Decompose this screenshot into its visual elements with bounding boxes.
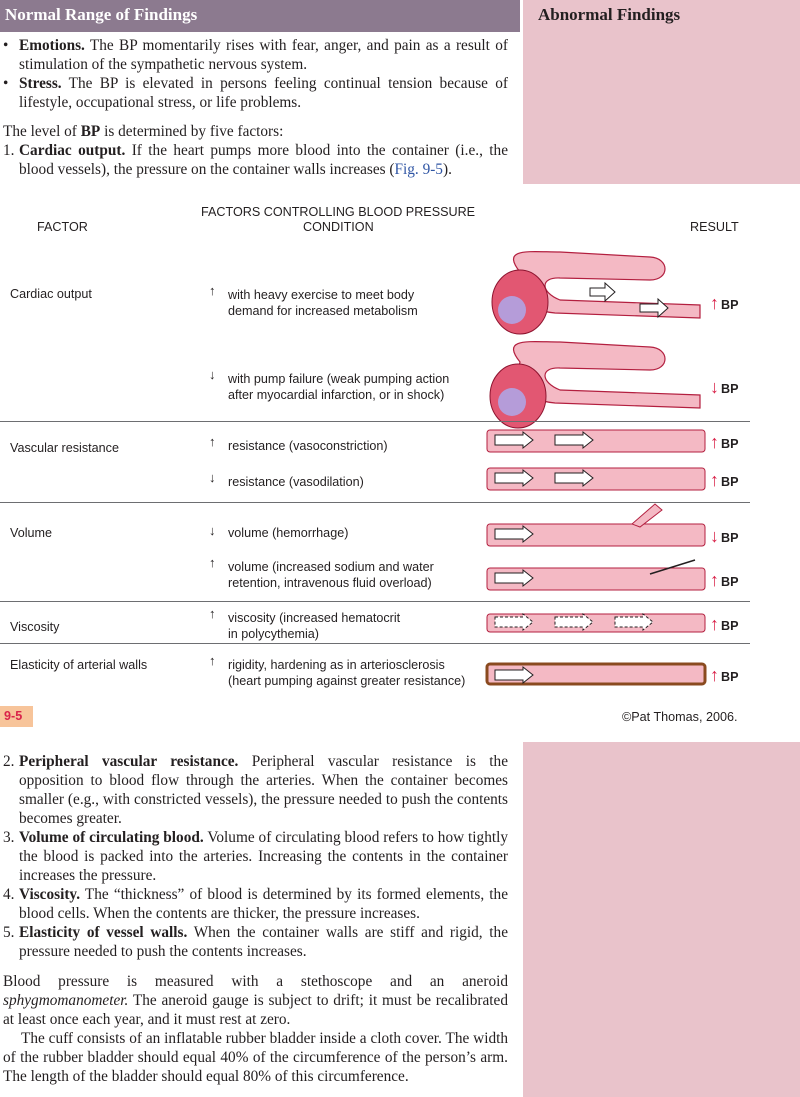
result-bp-down: ↓ BP [710,377,739,397]
down-arrow-icon: ↓ [209,470,216,485]
up-arrow-icon: ↑ [209,555,216,570]
up-arrow-icon: ↑ [209,283,216,298]
condition-fluid-overload: volume (increased sodium and water retention, intravenous fluid overload) [228,560,434,590]
col-header-result: RESULT [690,220,739,234]
abnormal-findings-title: Abnormal Findings [538,5,681,24]
col-header-condition: CONDITION [303,220,374,234]
factor-2-peripheral-resistance: 2. Peripheral vascular resistance. Peripheral vascular resistance is the opposition to blood flow through the arteries. When the container becomes smaller (e.g., with constricted vessels), the pressure needed to push the contents becomes greater. [3,753,508,827]
vessel-fluid-overload [487,560,705,590]
down-arrow-icon: ↓ [209,367,216,382]
heart-vessel-pump-failure [490,342,700,428]
factor-vascular-resistance: Vascular resistance [10,441,119,455]
condition-heavy-exercise: with heavy exercise to meet body demand for increased metabolism [228,288,418,318]
condition-hemorrhage: volume (hemorrhage) [228,526,349,540]
condition-polycythemia: viscosity (increased hematocrit in polycythemia) [228,611,401,641]
bullet-stress: • Stress. The BP is elevated in persons feeling continual tension because of lifestyle, occupational stress, or life problems. [3,75,508,111]
paragraph-cuff: The cuff consists of an inflatable rubber bladder inside a cloth cover. The width of the rubber bladder should equal 40% of the circumference of the person’s arm. The length of the bladder should equal 80% of this circumference. [3,1030,508,1085]
vessel-polycythemia [487,614,705,632]
vessel-arteriosclerosis [487,664,705,684]
vessel-hemorrhage [487,504,705,546]
result-bp-up: ↑ BP [710,432,739,452]
up-arrow-icon: ↑ [209,606,216,621]
bullet-emotions: • Emotions. The BP momentarily rises with fear, anger, and pain as a result of stimulation of the sympathetic nervous system. [3,37,508,73]
factor-3-volume: 3. Volume of circulating blood. Volume of circulating blood refers to how tightly the blood is packed into the arteries. Increasing the contents in the container increases the pressure. [3,829,508,884]
figure-reference-link[interactable]: Fig. 9-5 [394,161,443,178]
row-divider [0,502,750,503]
condition-pump-failure: with pump failure (weak pumping action after myocardial infarction, or in shock) [228,372,450,402]
row-divider [0,601,750,602]
up-arrow-icon: ↑ [209,434,216,449]
level-sentence: The level of BP is determined by five factors: [3,123,284,140]
page-header [0,0,800,32]
result-bp-up: ↑ BP [710,665,739,685]
factor-1-cardiac-output: 1. Cardiac output. If the heart pumps more blood into the container (i.e., the blood vessels), the pressure on the container walls increases (Fig. 9-5). [3,142,508,178]
factor-viscosity: Viscosity [10,620,60,634]
result-bp-up: ↑ BP [710,614,739,634]
abnormal-findings-header [523,0,800,32]
down-arrow-icon: ↓ [209,523,216,538]
factor-cardiac-output: Cardiac output [10,287,92,301]
result-bp-down: ↓ BP [710,526,739,546]
abnormal-column-top [523,32,800,184]
factor-volume: Volume [10,526,53,540]
figure-credit: ©Pat Thomas, 2006. [622,710,738,724]
vessel-vasodilation [487,468,705,490]
up-arrow-icon: ↑ [209,653,216,668]
normal-findings-title: Normal Range of Findings [5,5,198,24]
result-bp-up: ↑ BP [710,570,739,590]
figure-title: FACTORS CONTROLLING BLOOD PRESSURE [201,205,476,219]
vessel-vasoconstriction [487,430,705,452]
factor-5-elasticity: 5. Elasticity of vessel walls. When the container walls are stiff and rigid, the pressure needed to push the contents increases. [3,924,508,960]
abnormal-column-bottom [523,742,800,1097]
condition-vasodilation: resistance (vasodilation) [228,475,364,489]
result-bp-up: ↑ BP [710,470,739,490]
result-bp-up: ↑ BP [710,293,739,313]
factor-4-viscosity: 4. Viscosity. The “thickness” of blood is determined by its formed elements, the blood cells. When the contents are thicker, the pressure increases. [3,886,508,922]
row-divider [0,421,750,422]
condition-arteriosclerosis: rigidity, hardening as in arteriosclerosis (heart pumping against greater resistance) [228,658,466,688]
normal-findings-header [0,0,520,32]
figure-number: 9-5 [0,706,33,727]
row-divider [0,643,750,644]
condition-vasoconstriction: resistance (vasoconstriction) [228,439,388,453]
col-header-factor: FACTOR [37,220,88,234]
factor-elasticity: Elasticity of arterial walls [10,658,148,672]
heart-vessel-increased-output [492,252,700,334]
paragraph-sphygmomanometer: Blood pressure is measured with a stethoscope and an aneroid sphygmomanometer. The aneroid gauge is subject to drift; it must be recalibrated at least once each year, and it must rest at zero. [3,973,508,1028]
figure-9-5 [0,192,800,740]
